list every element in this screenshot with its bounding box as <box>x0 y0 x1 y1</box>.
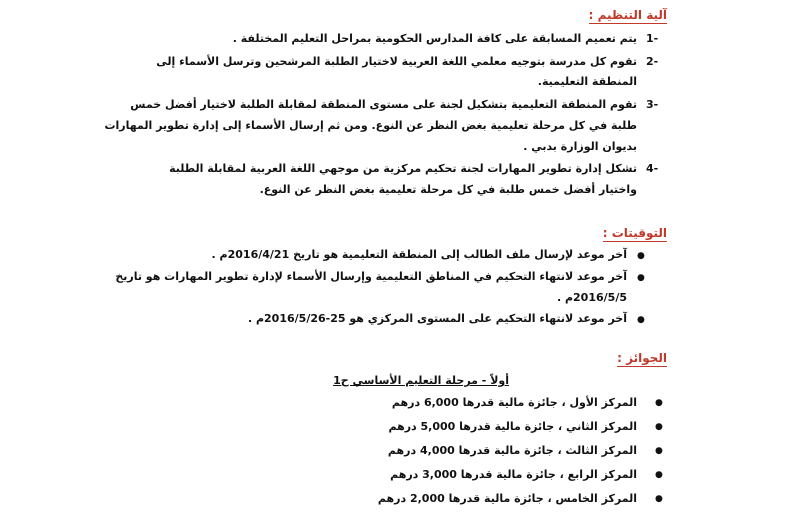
mechanism-heading <box>589 8 667 24</box>
prize-bullet-4: ● <box>655 470 663 480</box>
mechanism-item-1-line-1: يتم تعميم المسابقة على كافة المدارس الحكومية بمراحل التعليم المختلفة . <box>232 32 637 45</box>
prize-item-2: المركز الثاني ، جائزة مالية قدرها 5,000 درهم <box>388 420 637 433</box>
mechanism-item-2-line-1: تقوم كل مدرسة بتوجيه معلمي اللغة العربية لاختيار الطلبة المرشحين وترسل الأسماء إلى <box>156 55 637 68</box>
timings-item-1-line-1: آخر موعد لإرسال ملف الطالب إلى المنطقة التعليمية هو تاريخ 2016/4/21م . <box>211 248 627 261</box>
prize-bullet-2: ● <box>655 422 663 432</box>
timings-bullet-2: ● <box>637 273 645 283</box>
prize-item-1: المركز الأول ، جائزة مالية قدرها 6,000 درهم <box>391 396 637 409</box>
timings-item-2-line-2: 2016/5/5م . <box>556 291 627 304</box>
prizes-heading <box>617 351 667 367</box>
timings-bullet-1: ● <box>637 251 645 261</box>
mechanism-title: آلية التنظيم : <box>588 8 667 22</box>
timings-title: التوقيتات : <box>602 226 667 240</box>
timings-item-3-line-1: آخر موعد لانتهاء التحكيم على المستوى المركزي هو 25-2016/5/26م . <box>247 312 627 325</box>
prize-item-3: المركز الثالث ، جائزة مالية قدرها 4,000 درهم <box>387 444 637 457</box>
mechanism-item-3-line-3: بديوان الوزارة بدبي . <box>523 140 637 153</box>
prize-bullet-5: ● <box>655 494 663 504</box>
prizes-subtitle: أولاً - مرحلة التعليم الأساسي ح1 <box>333 374 509 387</box>
prize-item-5: المركز الخامس ، جائزة مالية قدرها 2,000 درهم <box>377 492 637 505</box>
mechanism-item-4-number: 4- <box>646 162 659 175</box>
mechanism-item-3-line-1: تقوم المنطقة التعليمية بتشكيل لجنة على مستوى المنطقة لمقابلة الطلبة لاختيار أفضل خمس <box>130 98 637 111</box>
prizes-title: الجوائز : <box>617 351 667 365</box>
mechanism-item-3-number: 3- <box>646 98 659 111</box>
mechanism-item-2-number: 2- <box>646 55 659 68</box>
mechanism-item-4-line-2: واختيار أفضل خمس طلبة في كل مرحلة تعليمية بغض النظر عن النوع. <box>259 183 637 196</box>
timings-bullet-3: ● <box>637 315 645 325</box>
prize-item-4: المركز الرابع ، جائزة مالية قدرها 3,000 درهم <box>390 468 637 481</box>
mechanism-item-2-line-2: المنطقة التعليمية. <box>537 75 637 88</box>
mechanism-item-4-line-1: تشكل إدارة تطوير المهارات لجنة تحكيم مركزية من موجهي اللغة العربية لمقابلة الطلبة <box>169 162 637 175</box>
mechanism-item-1-number: 1- <box>646 32 659 45</box>
timings-item-2-line-1: آخر موعد لانتهاء التحكيم في المناطق التعليمية وإرسال الأسماء لإدارة تطوير المهارات هو تاريخ <box>115 270 627 283</box>
prize-bullet-3: ● <box>655 446 663 456</box>
prize-bullet-1: ● <box>655 398 663 408</box>
timings-heading <box>603 226 667 242</box>
mechanism-item-3-line-2: طلبة في كل مرحلة تعليمية بغض النظر عن النوع. ومن ثم إرسال الأسماء إلى إدارة تطوير المهارات <box>104 119 637 132</box>
